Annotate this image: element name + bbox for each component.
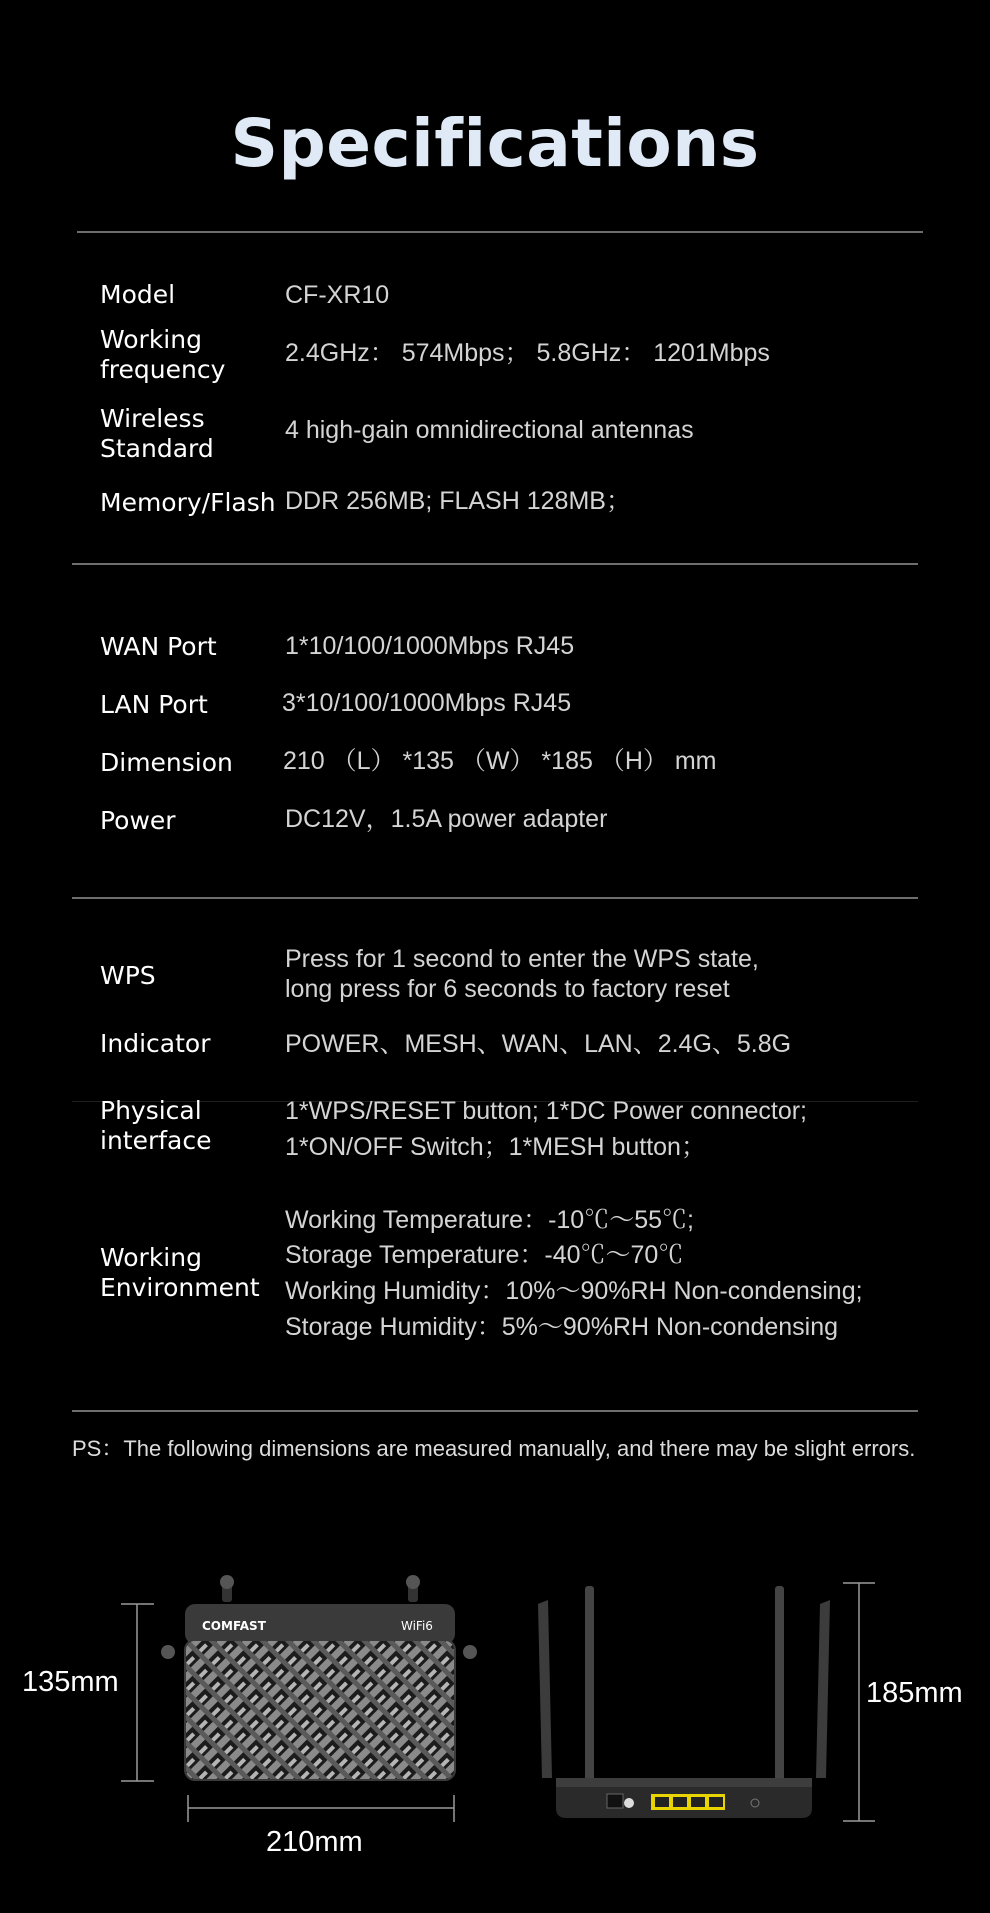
label-environment-2: Environment	[100, 1273, 260, 1302]
value-wireless: 4 high-gain omnidirectional antennas	[285, 416, 694, 444]
value-environment-line3: Working Humidity：10%～90%RH Non-condensing;	[285, 1277, 863, 1305]
label-lan: LAN Port	[100, 690, 208, 719]
value-lan: 3*10/100/1000Mbps RJ45	[282, 689, 572, 717]
label-wireless-2: Standard	[100, 434, 214, 463]
value-memory: DDR 256MB; FLASH 128MB；	[285, 487, 631, 515]
label-wireless-1: Wireless	[100, 404, 205, 433]
value-model: CF-XR10	[285, 281, 390, 309]
label-physical-2: interface	[100, 1126, 212, 1155]
height-label-front: 185mm	[866, 1677, 963, 1709]
page-title: Specifications	[230, 105, 760, 182]
height-label-top: 135mm	[22, 1666, 119, 1698]
value-wan: 1*10/100/1000Mbps RJ45	[285, 632, 575, 660]
label-environment-1: Working	[100, 1243, 202, 1272]
value-physical-line2: 1*ON/OFF Switch；1*MESH button；	[285, 1133, 706, 1161]
router-front-view	[538, 1586, 830, 1818]
label-frequency-2: frequency	[100, 355, 226, 384]
ps-note: PS：The following dimensions are measured manually, and there may be slight errors.	[72, 1436, 916, 1461]
value-dimension: 210 （L） *135 （W） *185 （H） mm	[283, 747, 717, 775]
value-environment-line2: Storage Temperature：-40℃～70℃	[285, 1241, 684, 1269]
value-wps-line2: long press for 6 seconds to factory reset	[285, 975, 730, 1003]
brand-logo: COMFAST	[202, 1619, 266, 1633]
router-top-view	[161, 1575, 477, 1780]
label-power: Power	[100, 806, 176, 835]
label-indicator: Indicator	[100, 1029, 211, 1058]
value-physical-line1: 1*WPS/RESET button; 1*DC Power connector;	[285, 1097, 807, 1125]
label-memory: Memory/Flash	[100, 488, 276, 517]
value-frequency: 2.4GHz： 574Mbps； 5.8GHz： 1201Mbps	[285, 339, 770, 367]
value-environment-line1: Working Temperature：-10℃～55℃;	[285, 1206, 694, 1234]
value-indicator: POWER、MESH、WAN、LAN、2.4G、5.8G	[285, 1030, 792, 1058]
width-label-top: 210mm	[266, 1826, 363, 1858]
label-physical-1: Physical	[100, 1096, 202, 1125]
label-model: Model	[100, 280, 176, 309]
label-dimension: Dimension	[100, 748, 233, 777]
label-wps: WPS	[100, 961, 156, 990]
value-power: DC12V，1.5A power adapter	[285, 805, 608, 833]
wifi6-badge: WiFi6	[401, 1619, 433, 1633]
label-wan: WAN Port	[100, 632, 217, 661]
value-wps-line1: Press for 1 second to enter the WPS state,	[285, 945, 759, 973]
value-environment-line4: Storage Humidity：5%～90%RH Non-condensing	[285, 1313, 839, 1341]
label-frequency-1: Working	[100, 325, 202, 354]
